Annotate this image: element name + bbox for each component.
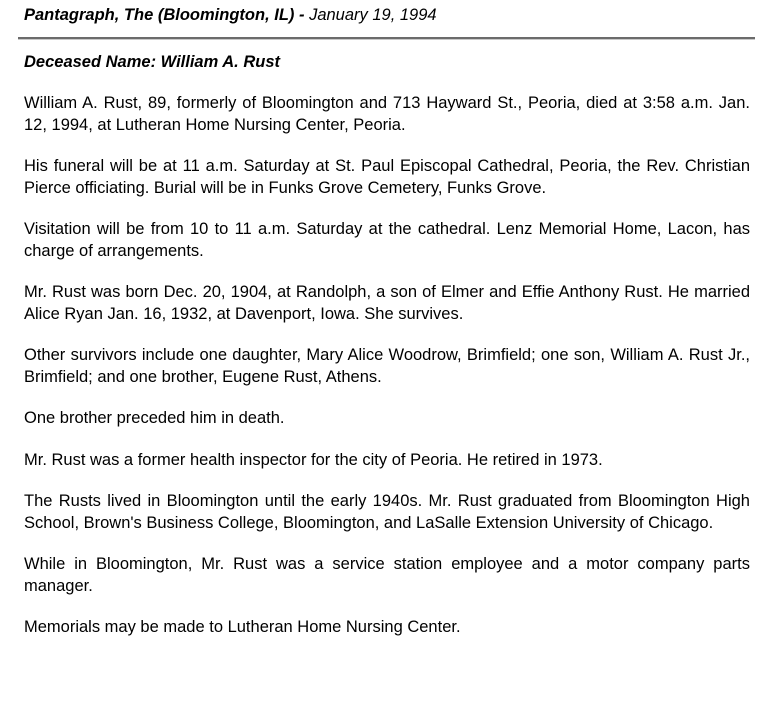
paragraph: Visitation will be from 10 to 11 a.m. Saturday at the cathedral. Lenz Memorial Home, Lacon, has charge of arrangements. — [24, 220, 750, 260]
paragraph: One brother preceded him in death. — [24, 409, 285, 427]
header-separator: - — [294, 6, 310, 24]
deceased-name: Deceased Name: William A. Rust — [24, 53, 280, 71]
article-header — [24, 6, 437, 25]
paragraph: William A. Rust, 89, formerly of Bloomington and 713 Hayward St., Peoria, died at 3:58 a.m. Jan. 12, 1994, at Lutheran Home Nursing Center, Peoria. — [24, 94, 750, 134]
obituary-body — [24, 93, 750, 659]
paragraph: Mr. Rust was a former health inspector for the city of Peoria. He retired in 1973. — [24, 450, 603, 469]
paragraph: Mr. Rust was born Dec. 20, 1904, at Randolph, a son of Elmer and Effie Anthony Rust. He married Alice Ryan Jan. 16, 1932, at Davenport, Iowa. She survives. — [24, 283, 750, 323]
paragraph: Memorials may be made to Lutheran Home Nursing Center. — [24, 618, 461, 636]
paragraph: Other survivors include one daughter, Mary Alice Woodrow, Brimfield; one son, William A. Rust Jr., Brimfield; and one brother, Eugene Rust, Athens. — [24, 346, 750, 386]
header-divider — [18, 37, 755, 40]
publication-date: January 19, 1994 — [309, 6, 437, 24]
publication-name: Pantagraph, The (Bloomington, IL) — [24, 6, 295, 24]
paragraph: The Rusts lived in Bloomington until the early 1940s. Mr. Rust graduated from Bloomington High School, Brown's Business College, Bloomington, and LaSalle Extension University of Chicago. — [24, 492, 750, 532]
paragraph: While in Bloomington, Mr. Rust was a service station employee and a motor company parts manager. — [24, 555, 750, 595]
paragraph: His funeral will be at 11 a.m. Saturday at St. Paul Episcopal Cathedral, Peoria, the Rev. Christian Pierce officiating. Burial will be in Funks Grove Cemetery, Funks Grove. — [24, 157, 750, 197]
